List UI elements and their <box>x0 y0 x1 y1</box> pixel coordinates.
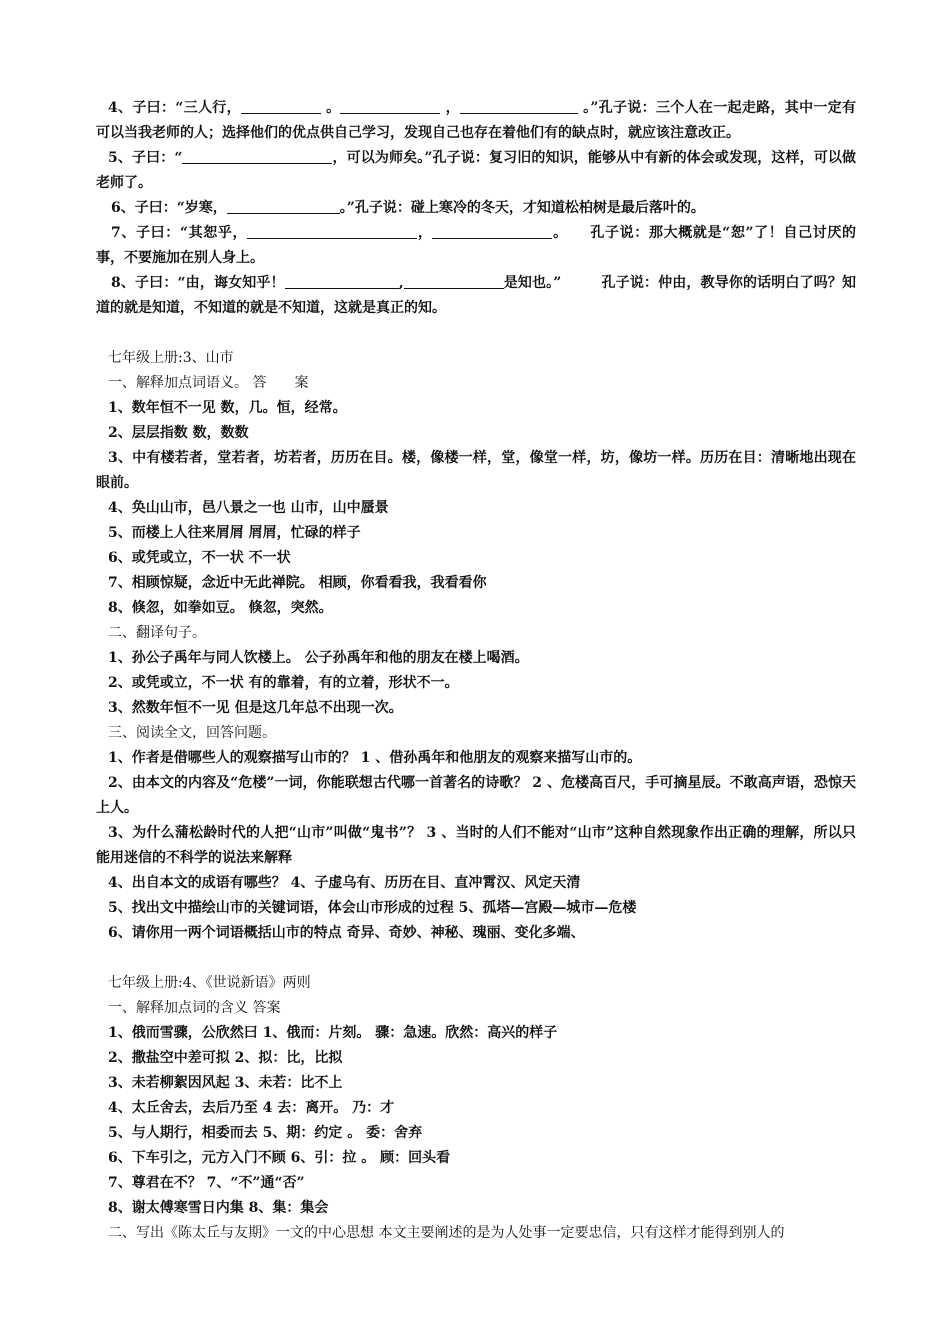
list-item: 1、数年恒不一见 数，几。恒，经常。 <box>108 400 347 416</box>
list-item: 5、与人期行，相委而去 5、期：约定 。 委：舍弃 <box>108 1125 423 1141</box>
shishuo-section <box>96 971 856 1246</box>
list-item: 6、或凭或立，不一状 不一状 <box>108 550 291 566</box>
quote-6: 6、子曰：“岁寒， 。”孔子说：碰上寒冷的冬天，才知道松柏树是最后落叶的。 <box>111 200 705 216</box>
list-item: 3、未若柳絮因风起 3、未若：比不上 <box>108 1075 343 1091</box>
section-heading: 三、阅读全文，回答问题。 <box>108 725 276 741</box>
answer-blank[interactable] <box>340 98 440 114</box>
list-item: 1、作者是借哪些人的观察描写山市的？ 1 、借孙禹年和他朋友的观察来描写山市的。 <box>108 750 642 766</box>
list-item: 3、然数年恒不一见 但是这几年总不出现一次。 <box>108 700 403 716</box>
answer-blank[interactable] <box>247 223 417 239</box>
quote-5: 5、子曰：“ ，可以为师矣。”孔子说：复习旧的知识，能够从中有新的体会或发现，这样，可以做老师了。 <box>96 150 856 191</box>
list-item: 8、谢太傅寒雪日内集 8、集：集会 <box>108 1200 329 1216</box>
list-item: 1、俄而雪骤，公欣然曰 1、俄而：片刻。 骤：急速。欣然：高兴的样子 <box>108 1025 558 1041</box>
list-item: 8、倏忽，如拳如豆。 倏忽，突然。 <box>108 600 333 616</box>
list-item: 1、孙公子禹年与同人饮楼上。 公子孙禹年和他的朋友在楼上喝酒。 <box>108 650 529 666</box>
quote-7: 7、子曰：“其恕乎， ， 。 孔子说：那大概就是“恕”了！自己讨厌的事，不要施加在别人身上。 <box>96 225 856 266</box>
list-item: 7、相顾惊疑，念近中无此禅院。 相顾，你看看我，我看看你 <box>108 575 487 591</box>
shanshi-section <box>96 346 856 946</box>
list-item: 5、找出文中描绘山市的关键词语，体会山市形成的过程 5、孤塔—宫殿—城市—危楼 <box>108 900 637 916</box>
answer-blank[interactable] <box>182 148 332 164</box>
quote-8: 8、子曰：“由，诲女知乎！ , 是知也。” 孔子说：仲由，教导你的话明白了吗？知道的就是知道，不知道的就是不知道，这就是真正的知。 <box>96 275 856 316</box>
section-heading: 一、解释加点词语义。 答 案 <box>108 375 309 391</box>
list-item: 2、或凭或立，不一状 有的靠着，有的立着，形状不一。 <box>108 675 459 691</box>
answer-blank[interactable] <box>285 273 399 289</box>
section-heading: 一、解释加点词的含义 答案 <box>108 1000 281 1016</box>
answer-blank[interactable] <box>460 98 578 114</box>
answer-blank[interactable] <box>241 98 321 114</box>
list-item: 6、请你用一两个词语概括山市的特点 奇异、奇妙、神秘、瑰丽、变化多端、 <box>108 925 585 941</box>
list-item: 4、太丘舍去，去后乃至 4 去：离开。 乃：才 <box>108 1100 395 1116</box>
section-heading: 二、写出《陈太丘与友期》一文的中心思想 本文主要阐述的是为人处事一定要忠信，只有这样才能得到别人的 <box>108 1225 785 1241</box>
list-item: 5、而楼上人往来屑屑 屑屑，忙碌的样子 <box>108 525 361 541</box>
answer-blank[interactable] <box>404 273 504 289</box>
list-item: 4、出自本文的成语有哪些？ 4、子虚乌有、历历在目、直冲霄汉、风定天清 <box>108 875 581 891</box>
list-item: 2、撒盐空中差可拟 2、拟：比，比拟 <box>108 1050 343 1066</box>
answer-blank[interactable] <box>432 223 552 239</box>
list-item: 3、为什么蒲松龄时代的人把“山市”叫做“鬼书”？ 3 、当时的人们不能对“山市”这种自然现象作出正确的理解，所以只能用迷信的不科学的说法来解释 <box>96 825 856 866</box>
section-heading: 二、翻译句子。 <box>108 625 206 641</box>
list-item: 2、由本文的内容及“危楼”一词，你能联想古代哪一首著名的诗歌？ 2 、危楼高百尺，手可摘星辰。不敢高声语，恐惊天上人。 <box>96 775 856 816</box>
section-title: 七年级上册:3、山市 <box>108 350 234 366</box>
list-item: 7、尊君在不？ 7、“不”通“否” <box>108 1175 305 1191</box>
list-item: 2、层层指数 数，数数 <box>108 425 249 441</box>
answer-blank[interactable] <box>227 198 340 214</box>
confucius-quotes <box>96 96 856 321</box>
list-item: 3、中有楼若者，堂若者，坊若者，历历在目。楼，像楼一样，堂，像堂一样，坊，像坊一样。历历在目：清晰地出现在眼前。 <box>96 450 856 491</box>
list-item: 4、奂山山市，邑八景之一也 山市，山中蜃景 <box>108 500 389 516</box>
section-title: 七年级上册:4、《世说新语》两则 <box>108 975 311 991</box>
list-item: 6、下车引之，元方入门不顾 6、引：拉 。 顾：回头看 <box>108 1150 451 1166</box>
quote-4: 4、子曰：“三人行， 。 ， 。”孔子说：三个人在一起走路，其中一定有可以当我老师的人；选择他们的优点供自己学习，发现自己也存在着他们有的缺点时，就应该注意改正。 <box>96 100 856 141</box>
